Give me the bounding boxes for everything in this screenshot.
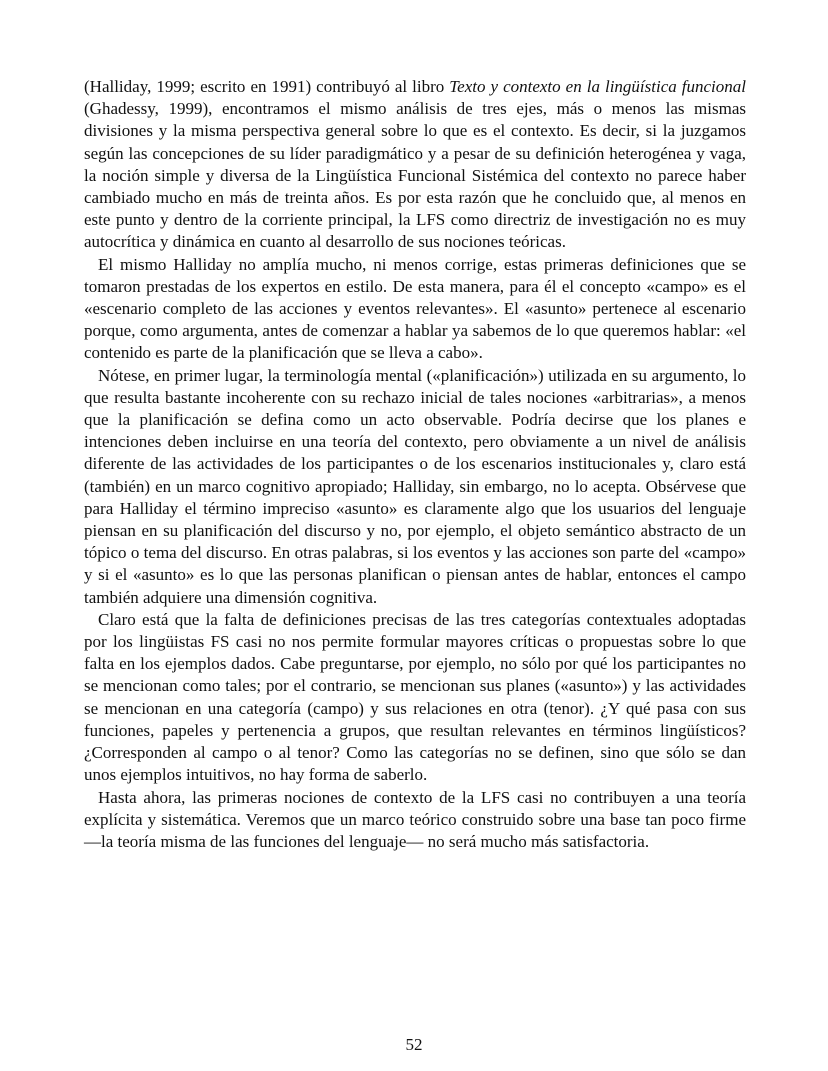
paragraph bbox=[84, 365, 746, 609]
text-segment: (Halliday, 1999; escrito en 1991) contribuyó al libro bbox=[84, 77, 450, 96]
page-number: 52 bbox=[405, 1035, 423, 1054]
paragraph bbox=[84, 787, 746, 854]
text-segment: El mismo Halliday no amplía mucho, ni menos corrige, estas primeras definiciones que se tomaron prestadas de los expertos en estilo. De esta manera, para él el concepto «campo» es el «escenario completo de las acciones y eventos relevantes». El «asunto» pertenece al escenario porque, como argumenta, antes de comenzar a hablar ya sabemos de lo que queremos hablar: «el contenido es parte de la planificación que se lleva a cabo». bbox=[84, 254, 746, 363]
paragraph bbox=[84, 76, 746, 254]
text-segment: (Ghadessy, 1999), encontramos el mismo análisis de tres ejes, más o menos las mismas divisiones y la misma perspectiva general sobre lo que es el contexto. Es decir, si la juzgamos según las concepciones de su líder paradigmático y a pesar de su definición heterogénea y vaga, la noción simple y diversa de la Lingüística Funcional Sistémica del contexto no parece haber cambiado mucho en más de treinta años. Es por esta razón que he concluido que, al menos en este punto y dentro de la corriente principal, la LFS como directriz de investigación no es muy autocrítica y dinámica en cuanto al desarrollo de sus nociones teóricas. bbox=[84, 99, 746, 252]
italic-text-segment: Texto y contexto en la lingüística funcional bbox=[449, 77, 746, 96]
paragraph bbox=[84, 609, 746, 787]
text-segment: Nótese, en primer lugar, la terminología mental («planificación») utilizada en su argumento, lo que resulta bastante incoherente con su rechazo inicial de tales nociones «arbitrarias», a menos que la planificación se defina como un acto observable. Podría decirse que los planes e intenciones deben incluirse en una teoría del contexto, pero obviamente a un nivel de análisis diferente de las actividades de los participantes o de los escenarios institucionales y, claro está (también) en un marco cognitivo apropiado; Halliday, sin embargo, no lo acepta. Obsérvese que para Halliday el término impreciso «asunto» es claramente algo que los usuarios del lenguaje piensan en su planificación del discurso y no, por ejemplo, el objeto semántico abstracto de un tópico o tema del discurso. En otras palabras, si los eventos y las acciones son parte del «campo» y si el «asunto» es lo que las personas planifican o piensan antes de hablar, entonces el campo también adquiere una dimensión cognitiva. bbox=[84, 365, 746, 607]
body-text bbox=[84, 76, 746, 853]
text-segment: Hasta ahora, las primeras nociones de contexto de la LFS casi no contribuyen a una teoría explícita y sistemática. Veremos que un marco teórico construido sobre una base tan poco firme —la teoría misma de las funciones del lenguaje— no será mucho más satisfactoria. bbox=[84, 787, 746, 851]
text-segment: Claro está que la falta de definiciones precisas de las tres categorías contextuales adoptadas por los lingüistas FS casi no nos permite formular mayores críticas o propuestas sobre lo que falta en los ejemplos dados. Cabe preguntarse, por ejemplo, no sólo por qué los participantes no se mencionan como tales; por el contrario, se mencionan sus planes («asunto») y las actividades se mencionan en una categoría (campo) y sus relaciones en otra (tenor). ¿Y qué pasa con sus funciones, papeles y pertenencia a grupos, que resultan relevantes en términos lingüísticos? ¿Corresponden al campo o al tenor? Como las categorías no se definen, sino que sólo se dan unos ejemplos intuitivos, no hay forma de saberlo. bbox=[84, 609, 746, 785]
paragraph bbox=[84, 254, 746, 365]
